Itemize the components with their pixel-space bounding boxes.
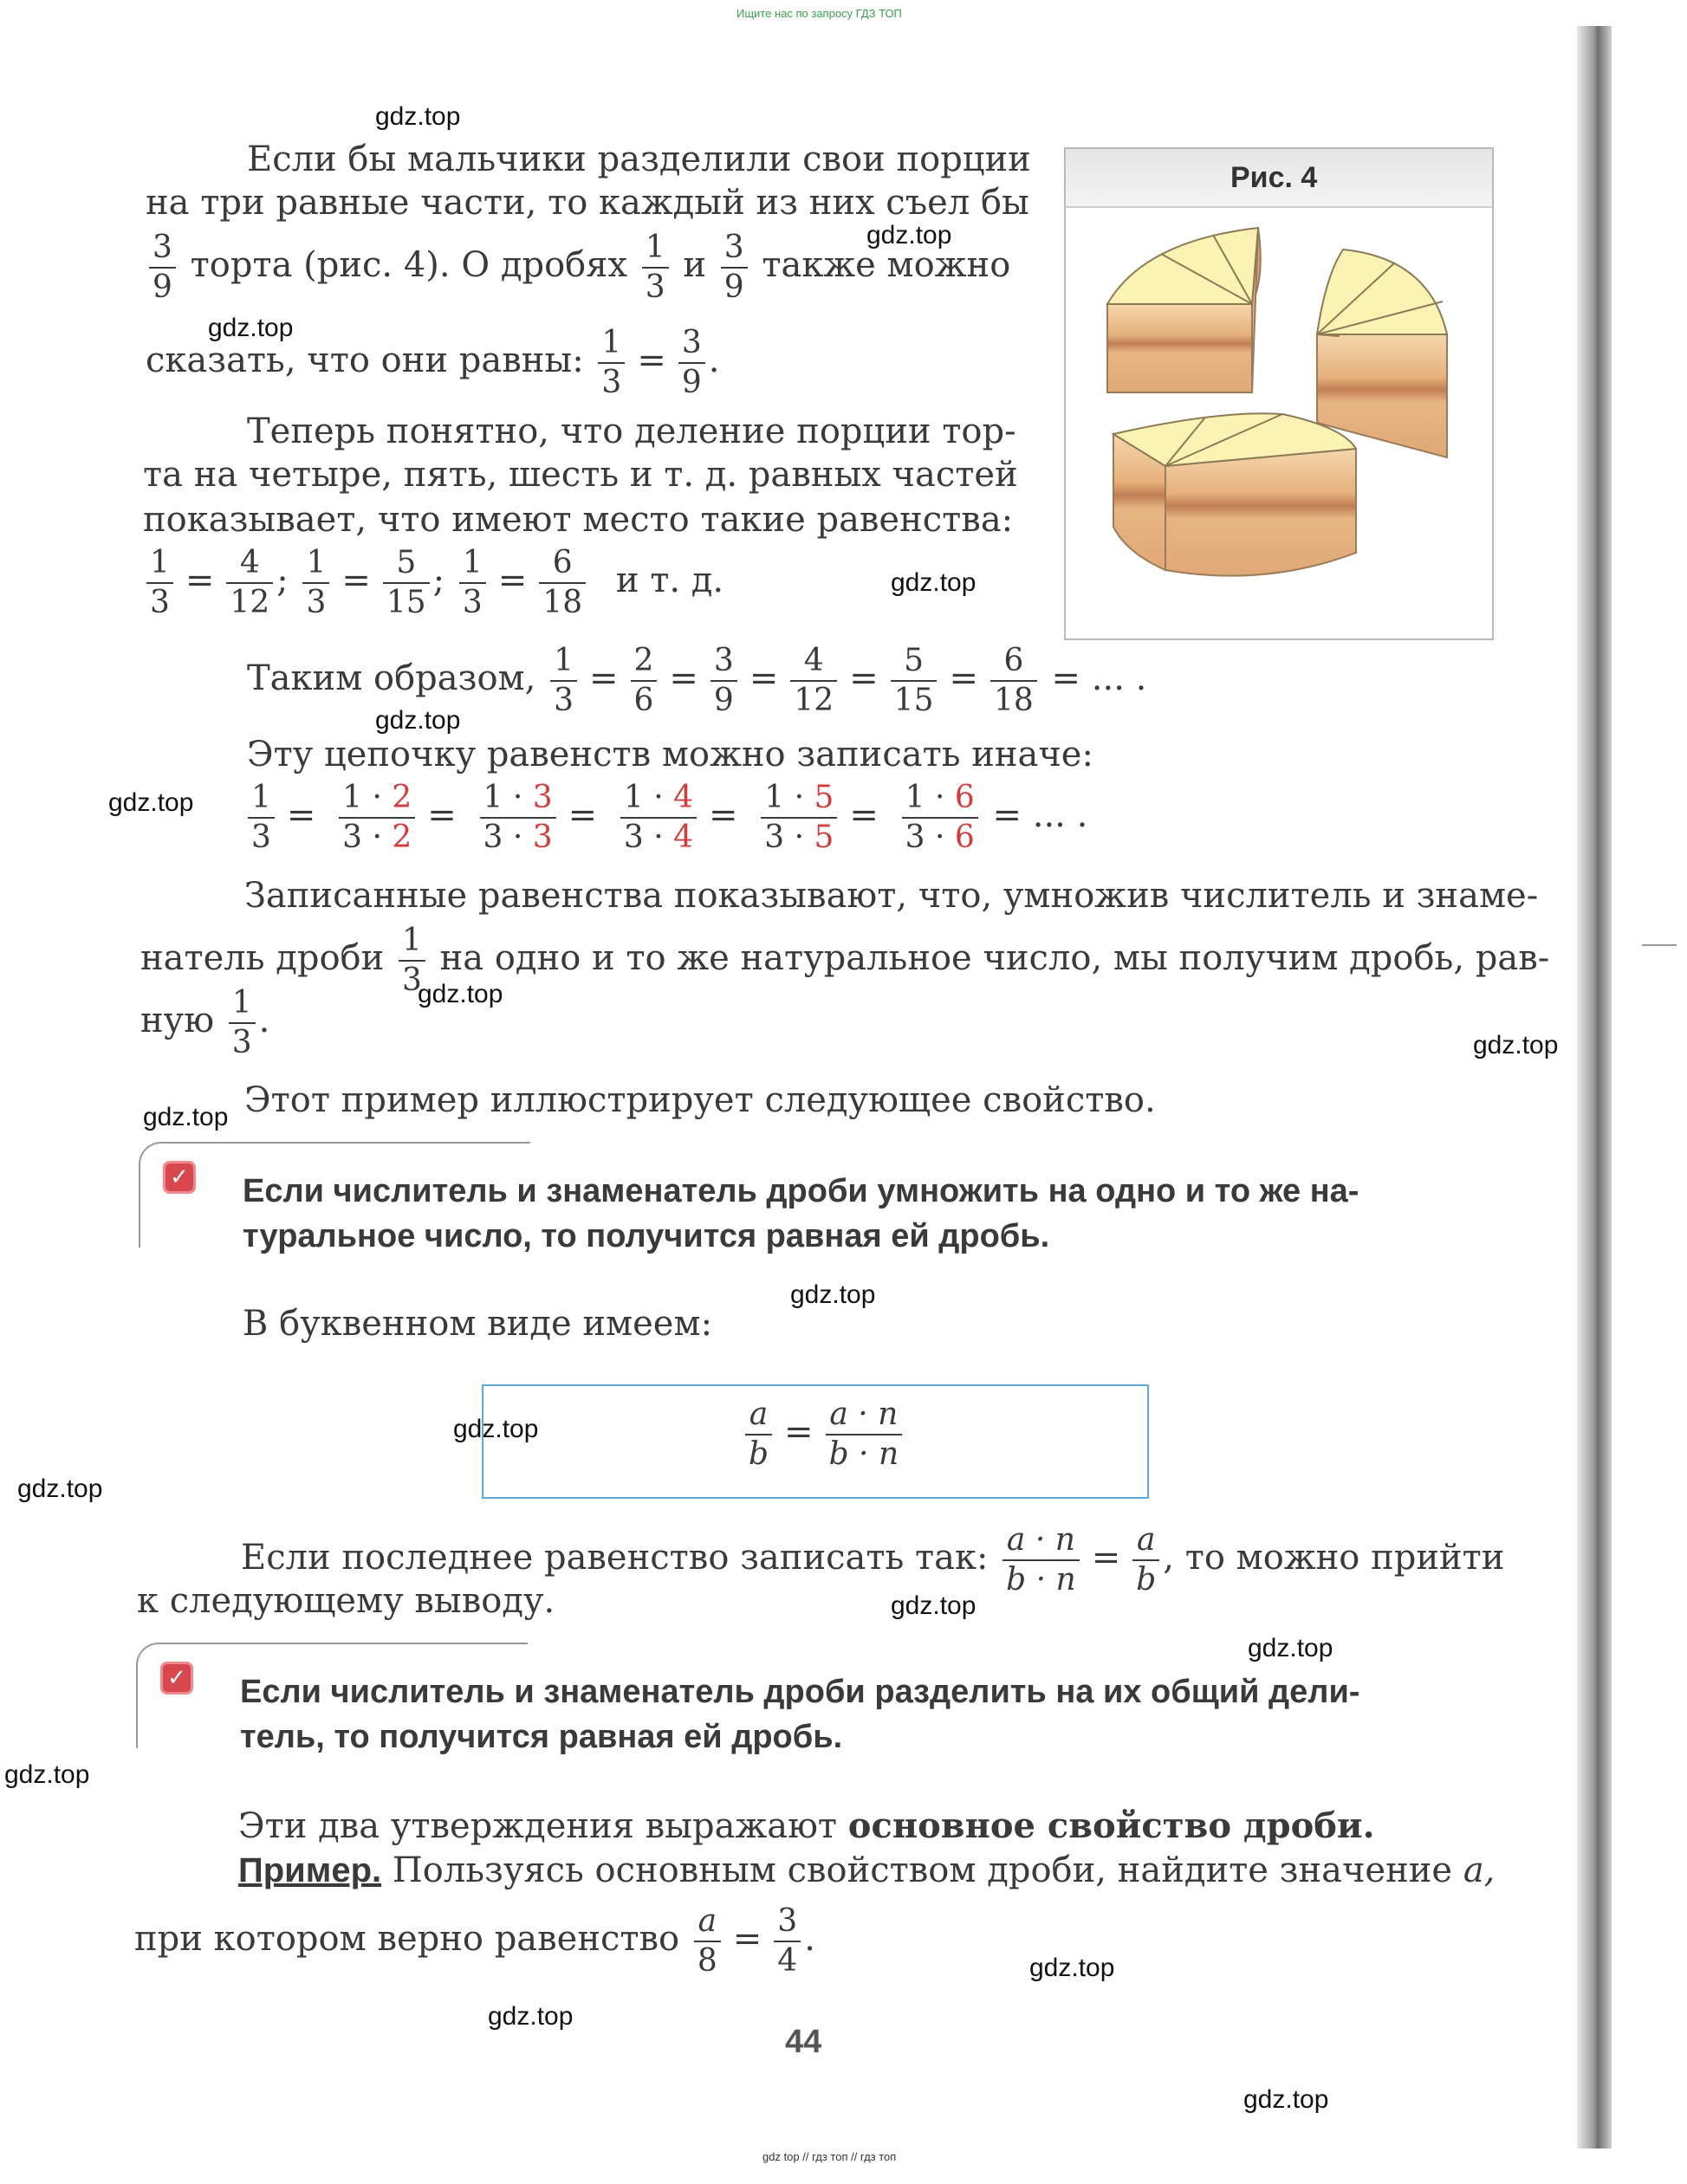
para3-text-b: на одно и то же натуральное число, мы получим дробь, рав- [439, 938, 1550, 978]
figure-caption-bar [1066, 149, 1492, 208]
fraction-3-9 [678, 327, 705, 399]
fraction-1-3 [598, 327, 625, 399]
denominator: 3 [402, 962, 422, 998]
denominator: 9 [723, 269, 744, 305]
para4-text-b: , то можно прийти [1163, 1538, 1505, 1578]
figure-caption: Рис. 4 [1230, 161, 1318, 194]
fraction [459, 545, 486, 620]
numerator: 4 [790, 645, 837, 682]
para5-emphasis: основное свойство дроби. [847, 1805, 1375, 1846]
thus-line: Таким образом, $\frac{1}{3}$ = $\frac{2}{6}$ = $\frac{3}{9}$ = $\frac{4}{12}$ = $\frac{5}{15}$ = $\frac{6}{18}$ = ... . [247, 643, 1147, 718]
para4-line2: к следующему выводу. [137, 1581, 555, 1621]
fraction [790, 645, 837, 716]
rule2-line2: тель, то получится равная ей дробь. [240, 1719, 843, 1755]
multiplier: 3 [532, 780, 553, 815]
fraction-a-b [745, 1399, 772, 1470]
multiplier: 4 [673, 780, 694, 815]
cake-piece-left [1107, 228, 1261, 392]
binding-shadow [1577, 26, 1612, 2148]
watermark: gdz.top [1243, 2085, 1329, 2114]
figure-4 [1064, 147, 1494, 640]
para1-line3 [146, 232, 1010, 303]
fraction [248, 782, 275, 853]
fraction [146, 545, 173, 620]
factor: 1 · [342, 780, 393, 815]
denominator: 18 [542, 585, 583, 620]
example-label: Пример. [238, 1851, 382, 1889]
para5-text-a: Эти два утверждения выражают [238, 1806, 838, 1846]
multiplier: 6 [954, 820, 975, 855]
watermark: gdz.top [143, 1103, 229, 1131]
numerator: 1 [302, 548, 329, 584]
factor: 1 · [764, 780, 814, 815]
para3-line4: Этот пример иллюстрирует следующее свойство. [244, 1080, 1156, 1120]
para1-line4: сказать, что они равны: $\frac{1}{3}$ = $\frac{3}{9}$ . [146, 325, 720, 400]
fraction [710, 645, 737, 716]
numerator: 1 [598, 327, 625, 364]
denominator: 12 [230, 585, 270, 620]
watermark: gdz.top [1248, 1634, 1333, 1662]
denominator: 9 [681, 365, 702, 400]
numerator: 6 [539, 548, 586, 584]
para4-line1: Если последнее равенство записать так: $\frac{a \cdot n}{b \cdot n}$ = $\frac{a}{b}$ , то можно прийти [241, 1522, 1505, 1597]
denominator: b · n [828, 1436, 899, 1472]
denominator: 15 [893, 683, 934, 718]
numerator: 3 [678, 327, 705, 364]
chain-intro: Эту цепочку равенств можно записать иначе: [247, 735, 1093, 774]
check-icon: ✓ [160, 1662, 193, 1695]
fraction-a-b [1132, 1522, 1159, 1597]
factor: 3 · [483, 820, 533, 855]
numerator: a [745, 1399, 772, 1435]
watermark: gdz.top [375, 706, 461, 735]
fraction [761, 782, 837, 853]
fraction-3-9 [149, 232, 176, 303]
denominator: 4 [777, 1943, 798, 1979]
rule1-line2: туральное число, то получится равная ей дробь. [243, 1218, 1050, 1254]
numerator: a · n [826, 1399, 903, 1435]
denominator: 8 [697, 1943, 717, 1979]
para1-text-d: сказать, что они равны: [146, 340, 584, 380]
watermark: gdz.top [4, 1760, 90, 1789]
fraction-3-9 [721, 232, 748, 303]
para3-text-a: натель дроби [140, 938, 385, 978]
page-number: 44 [785, 2024, 822, 2060]
para3-line3: ную $\frac{1}{3}$ . [140, 985, 270, 1060]
fraction [550, 645, 577, 716]
multiplier: 2 [392, 780, 412, 815]
denominator: b · n [1006, 1562, 1076, 1597]
numerator: 5 [891, 645, 938, 682]
fraction-an-bn [826, 1399, 903, 1470]
numerator: 3 [710, 645, 737, 682]
para2-line2: та на четыре, пять, шесть и т. д. равных частей [143, 455, 1018, 495]
denominator: 3 [150, 585, 170, 620]
letters-intro: В буквенном виде имеем: [243, 1304, 713, 1344]
factor: 1 · [905, 780, 955, 815]
para2-equalities: $\frac{1}{3}$ = $\frac{4}{12}$ ; $\frac{1}{3}$ = $\frac{5}{15}$ ; $\frac{1}{3}$ = $\frac{6}{18}$ и т. д. [143, 548, 723, 619]
denominator: 6 [633, 683, 654, 718]
para3-line2 [140, 925, 1549, 996]
para5-line2 [238, 1848, 1495, 1893]
para1-text-a: торта (рис. 4). О дробях [190, 245, 628, 285]
fraction [339, 782, 415, 853]
watermark: gdz.top [17, 1474, 103, 1503]
watermark: gdz.top [108, 788, 194, 817]
fraction-1-3 [229, 985, 256, 1060]
denominator: 3 [645, 269, 665, 305]
denominator: b [749, 1436, 769, 1472]
multiplier: 3 [532, 820, 553, 855]
numerator: 1 [248, 782, 275, 819]
numerator: 4 [226, 548, 273, 584]
fraction [226, 545, 273, 620]
fraction [302, 545, 329, 620]
denominator: 3 [251, 820, 271, 855]
fraction-an-bn [1002, 1522, 1080, 1597]
numerator: 1 [642, 232, 669, 269]
watermark: gdz.top [418, 980, 503, 1008]
numerator: a [694, 1906, 721, 1942]
numerator: 3 [774, 1906, 801, 1942]
numerator: 1 [399, 925, 425, 962]
fraction [902, 782, 978, 853]
para1-text-b: и [683, 245, 707, 285]
para3-text-c: ную [140, 1001, 215, 1040]
denominator: 3 [554, 683, 574, 718]
numerator: 1 [146, 548, 173, 584]
header-search-hint: Ищите нас по запросу ГДЗ ТОП [736, 7, 902, 20]
chain-tail: = ... . [992, 795, 1088, 835]
numerator: 6 [990, 645, 1037, 682]
factor: 1 · [623, 780, 674, 815]
fraction-3-4 [774, 1903, 801, 1979]
para2-line1: Теперь понятно, что деление порции тор- [247, 412, 1016, 451]
check-icon: ✓ [163, 1161, 196, 1194]
para5-line3: при котором верно равенство $\frac{a}{8}$ = $\frac{3}{4}$ . [134, 1903, 815, 1979]
numerator: 3 [149, 232, 176, 269]
denominator: 18 [994, 683, 1034, 718]
watermark: gdz.top [790, 1280, 876, 1309]
denominator: 3 [231, 1025, 252, 1060]
watermark: gdz.top [208, 314, 294, 342]
watermark: gdz.top [488, 2002, 574, 2031]
fraction [990, 645, 1037, 716]
denominator: b [1136, 1562, 1157, 1597]
para5-text-b: Пользуясь основным свойством дроби, найдите значение [392, 1850, 1453, 1890]
watermark: gdz.top [1029, 1954, 1115, 1982]
factor: 3 · [342, 820, 393, 855]
fraction-a-8 [694, 1903, 721, 1979]
numerator: 2 [631, 645, 658, 682]
watermark: gdz.top [375, 102, 461, 131]
para3-line1: Записанные равенства показывают, что, умножив числитель и знаме- [244, 876, 1539, 916]
denominator: 15 [386, 585, 426, 620]
factor: 1 · [483, 780, 533, 815]
multiplier: 6 [954, 780, 975, 815]
para5-text-c: при котором верно равенство [134, 1919, 680, 1959]
fraction [620, 782, 697, 853]
numerator: 1 [229, 988, 256, 1024]
variable-a: a, [1463, 1850, 1496, 1890]
chain-line: $\frac{1}{3}$ = $\frac{1 \cdot 2}{3 \cdot 2}$ = $\frac{1 \cdot 3}{3 \cdot 3}$ = $\frac{1 \cdot 4}{3 \cdot 4}$ = $\frac{1 \cdot 5}{3 \cdot 5}$ = $\frac{1 \cdot 6}{3 \cdot 6}$ = ... . [244, 782, 1087, 853]
factor: 3 · [623, 820, 674, 855]
cake-illustration [1066, 206, 1492, 637]
footer-links[interactable]: gdz top // гдз топ // гдз топ [762, 2150, 897, 2163]
multiplier: 5 [814, 780, 834, 815]
para1-text-c: также можно [762, 245, 1011, 285]
formula: $\frac{a}{b}$ = $\frac{a \cdot n}{b \cdot n}$ [742, 1399, 905, 1470]
watermark: gdz.top [453, 1415, 539, 1443]
watermark: gdz.top [1473, 1031, 1559, 1060]
fraction [383, 545, 430, 620]
denominator: 9 [713, 683, 734, 718]
numerator: 3 [721, 232, 748, 269]
para2-etc: и т. д. [615, 561, 724, 600]
fraction [480, 782, 556, 853]
fraction-1-3 [642, 232, 669, 303]
multiplier: 4 [673, 820, 694, 855]
fraction-1-3 [399, 925, 425, 996]
thus-label: Таким образом, [247, 658, 536, 698]
para5-line1 [238, 1804, 1375, 1849]
factor: 3 · [764, 820, 814, 855]
para2-line3: показывает, что имеют место такие равенства: [143, 500, 1014, 540]
watermark: gdz.top [866, 221, 952, 250]
thus-tail: = ... . [1051, 658, 1147, 698]
para1-line2: на три равные части, то каждый из них съел бы [146, 183, 1029, 223]
rule2-line1: Если числитель и знаменатель дроби разделить на их общий дели- [240, 1674, 1360, 1710]
watermark: gdz.top [891, 1591, 977, 1620]
denominator: 3 [306, 585, 327, 620]
cake-piece-bottom [1113, 413, 1356, 575]
numerator: a [1132, 1525, 1159, 1561]
fraction [539, 545, 586, 620]
fraction [891, 645, 938, 716]
fraction [631, 645, 658, 716]
multiplier: 5 [814, 820, 834, 855]
multiplier: 2 [392, 820, 412, 855]
para4-text-a: Если последнее равенство записать так: [241, 1538, 989, 1578]
numerator: 5 [383, 548, 430, 584]
watermark: gdz.top [891, 568, 977, 597]
denominator: 12 [794, 683, 834, 718]
numerator: a · n [1002, 1525, 1080, 1561]
cake-piece-right [1317, 250, 1447, 457]
page-edge-mark [1642, 944, 1677, 946]
numerator: 1 [459, 548, 486, 584]
denominator: 3 [462, 585, 483, 620]
factor: 3 · [905, 820, 955, 855]
rule1-line1: Если числитель и знаменатель дроби умножить на одно и то же на- [243, 1173, 1359, 1209]
denominator: 9 [152, 269, 172, 305]
denominator: 3 [601, 365, 622, 400]
numerator: 1 [550, 645, 577, 682]
para1-line1: Если бы мальчики разделили свои порции [247, 139, 1031, 179]
